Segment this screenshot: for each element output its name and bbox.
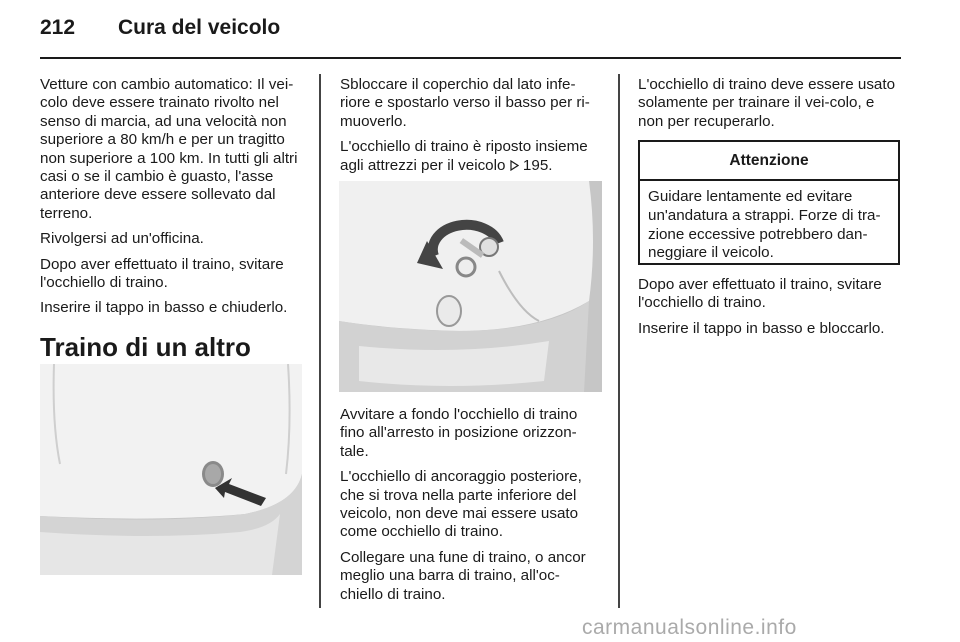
paragraph: Inserire il tappo in basso e chiuderlo.: [40, 299, 288, 317]
paragraph: Rivolgersi ad un'officina.: [40, 230, 204, 248]
warning-title: Attenzione: [640, 142, 898, 181]
paragraph: Avvitare a fondo l'occhiello di traino fino all'arresto in posizione orizzon-tale.: [340, 406, 578, 460]
paragraph: Dopo aver effettuato il traino, svitare l'occhiello di traino.: [40, 255, 284, 292]
towing-eye-figure: [339, 181, 602, 392]
paragraph: L'occhiello di traino deve essere usato solamente per trainare il vei-colo, e non per recuperarlo.: [638, 76, 896, 130]
paragraph: Collegare una fune di traino, o ancor meglio una barra di traino, all'oc-chiello di traino.: [340, 548, 586, 603]
column-3: [638, 76, 902, 138]
paragraph-with-ref: [340, 138, 602, 175]
paragraph: Vetture con cambio automatico: Il vei-colo deve essere trainato rivolto nel senso di marcia, ad una velocità non superiore a 80 km/h e per un tragitto non superiore a 100 km. In tutti gli altri casi o se il cambio è guasto, l'asse anteriore deve essere sollevato dal terreno.: [40, 76, 298, 222]
page-title: Cura del veicolo: [118, 16, 281, 39]
watermark: carmanualsonline.info: [582, 616, 797, 639]
paragraph: Dopo aver effettuato il traino, svitare l'occhiello di traino.: [638, 276, 882, 312]
header-rule: [40, 57, 901, 59]
column-3-continued: [638, 276, 902, 345]
column-divider-2: [618, 74, 620, 608]
column-2-continued: [340, 406, 602, 611]
warning-box: [638, 140, 900, 265]
paragraph-text: L'occhiello di traino è riposto insieme agli attrezzi per il veicolo: [340, 138, 588, 174]
page-reference-icon: [510, 160, 519, 171]
warning-text: Guidare lentamente ed evitare un'andatura a strappi. Forze di tra-zione eccessive potrebbero dan-neggiare il veicolo.: [648, 188, 881, 262]
page-header: [40, 16, 902, 50]
page-number: 212: [40, 16, 76, 39]
towing-eye-illustration: [339, 181, 602, 392]
column-1: [40, 76, 302, 392]
rear-bumper-figure: [40, 364, 302, 575]
paragraph: Inserire il tappo in basso e bloccarlo.: [638, 319, 885, 337]
column-2: [340, 76, 602, 182]
section-heading: Traino di un altro: [40, 331, 251, 362]
reference-page[interactable]: 195.: [522, 156, 553, 174]
bumper-illustration: [40, 364, 302, 575]
paragraph: L'occhiello di ancoraggio posteriore, che si trova nella parte inferiore del veicolo, non deve mai essere usato come occhiello di traino.: [340, 468, 582, 541]
paragraph: Sbloccare il coperchio dal lato infe-riore e spostarlo verso il basso per ri-muoverlo.: [340, 76, 590, 130]
column-divider-1: [319, 74, 321, 608]
